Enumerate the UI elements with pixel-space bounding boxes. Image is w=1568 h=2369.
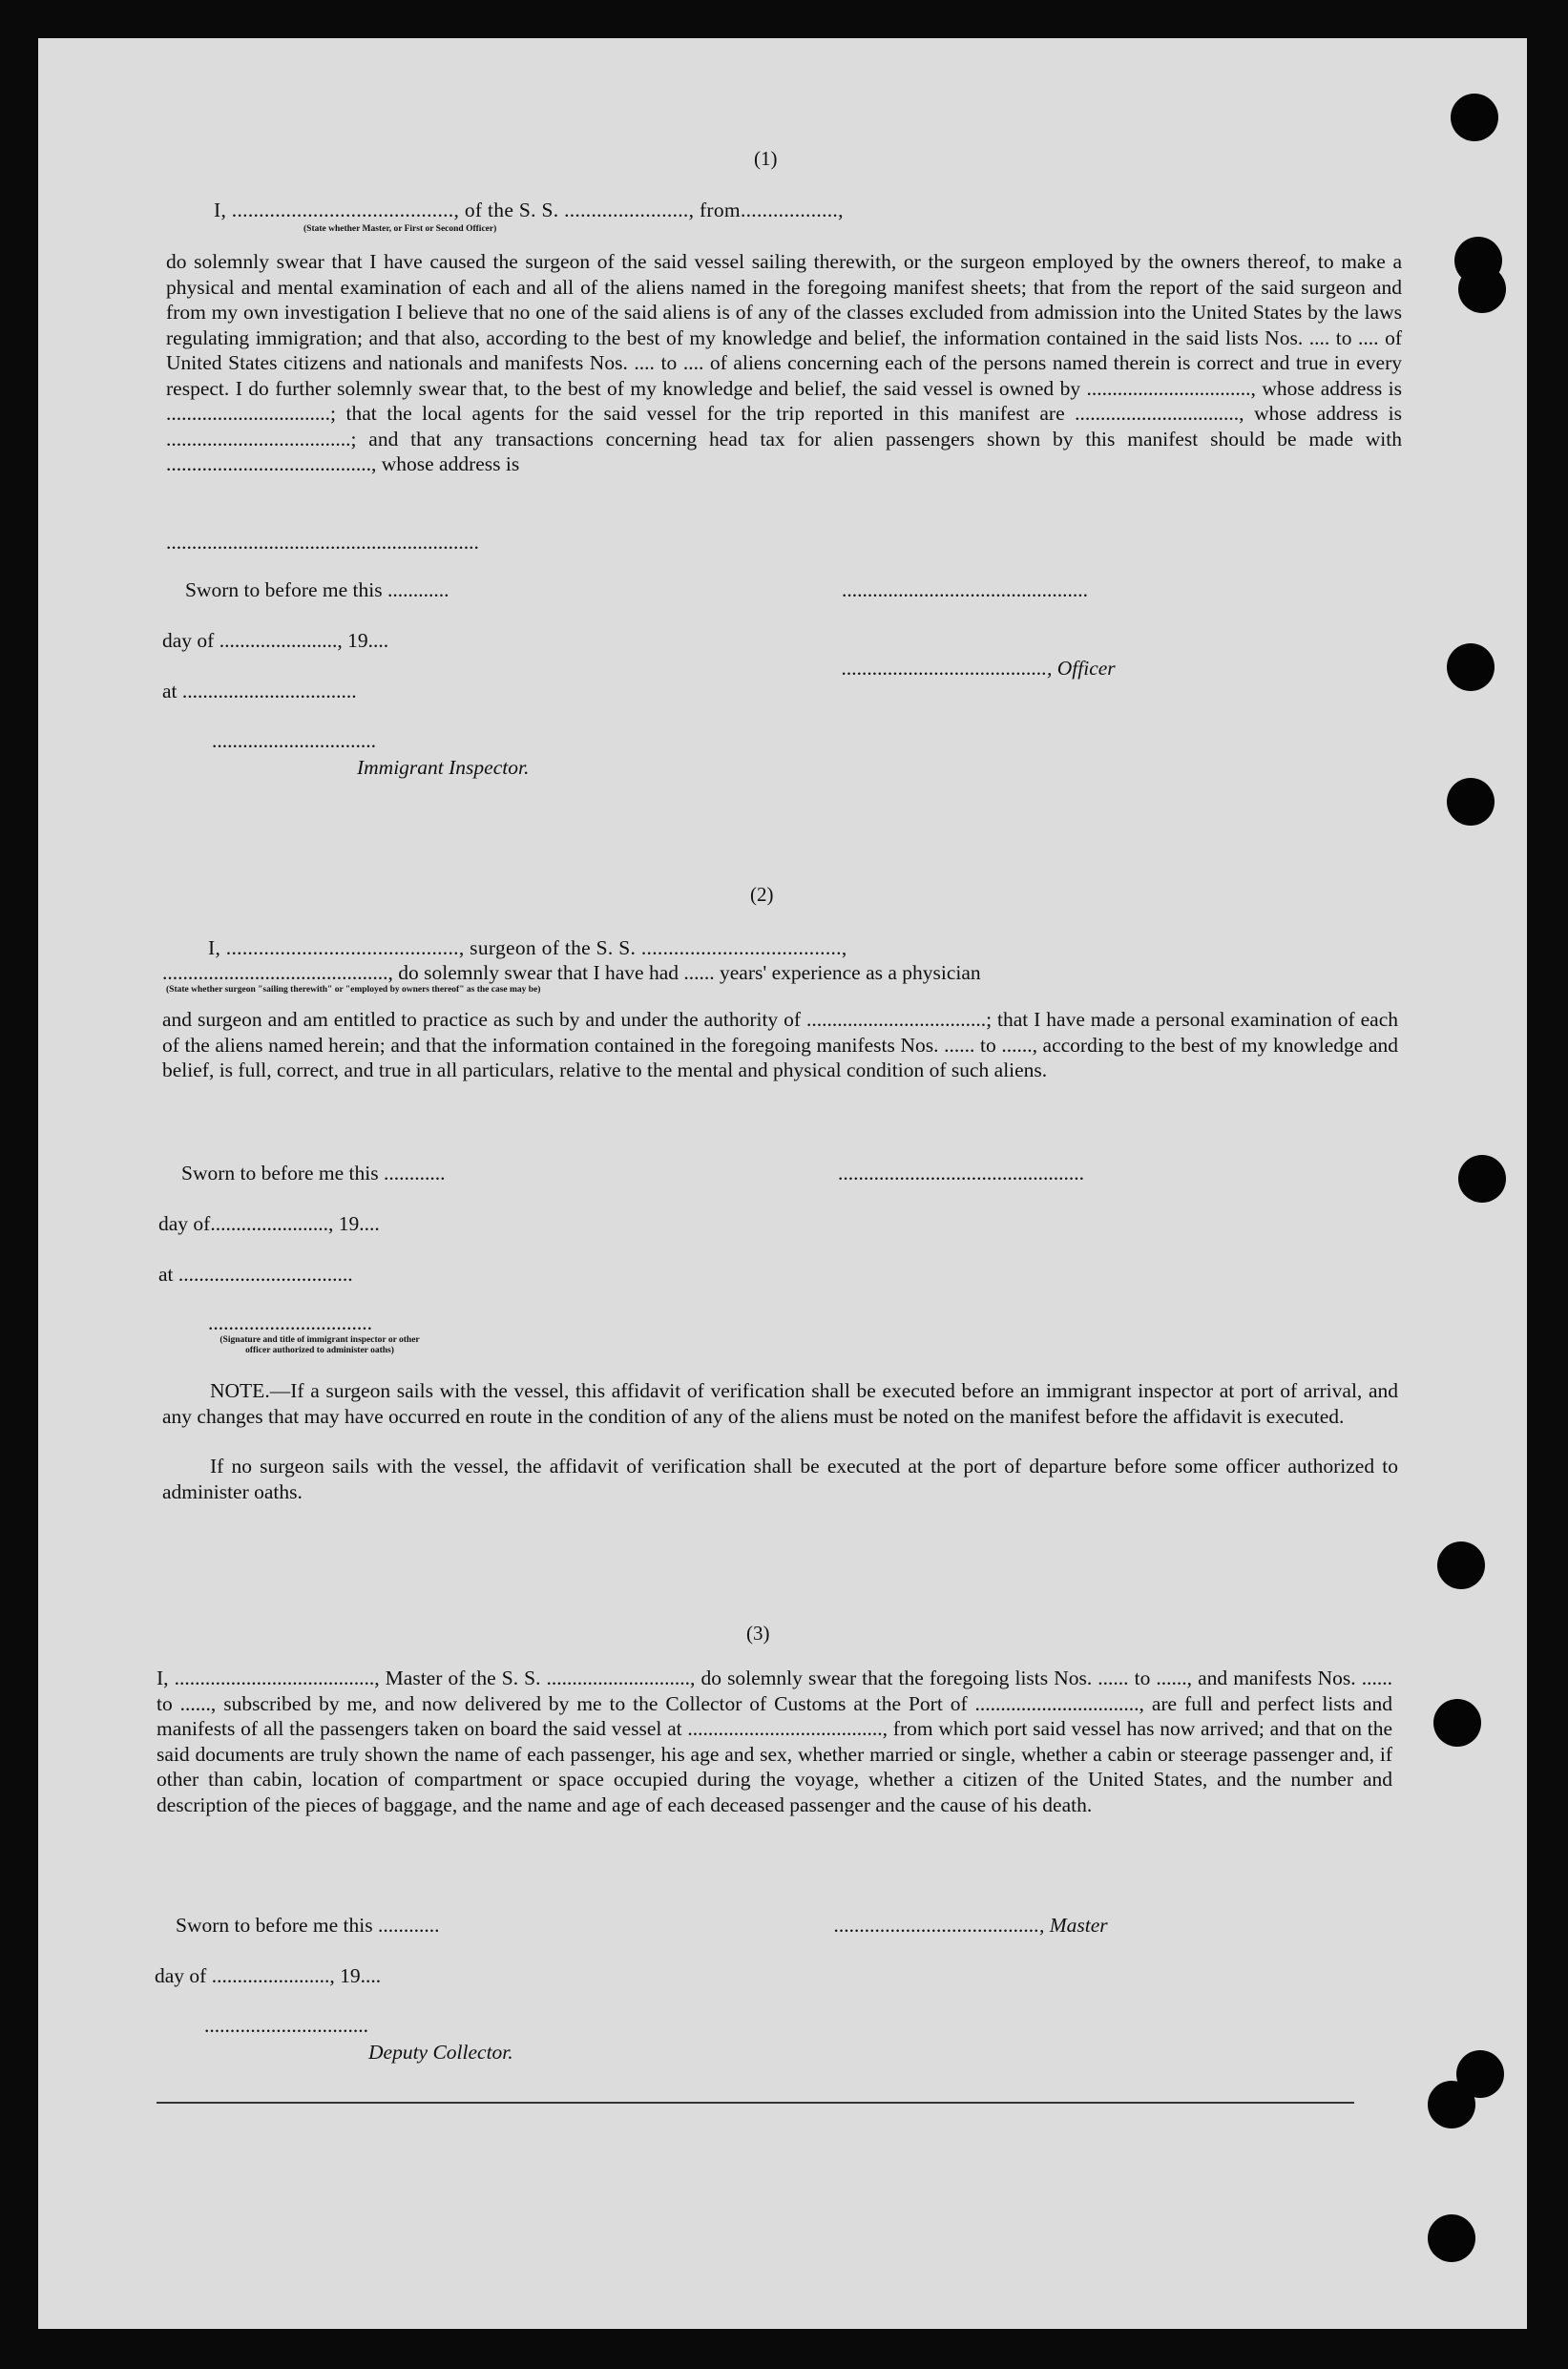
section-1-signature-dots: ................................ [212, 729, 376, 752]
section-3-signature-dots: ................................ [204, 2014, 368, 2037]
section-2-note-2: If no surgeon sails with the vessel, the affidavit of verification shall be executed at the port of departure before some officer authorized to administer oaths. [162, 1455, 1398, 1503]
punch-hole-icon [1428, 2214, 1475, 2262]
manifest-page [38, 38, 1527, 2329]
section-3-signature-label: Deputy Collector. [368, 2041, 513, 2064]
section-1-first-line: I, ........................................., of the S. S. ......................., from.................., [214, 199, 844, 221]
section-2-second-line: ............................................, do solemnly swear that I have had ...... years' experience as a physician [162, 961, 981, 984]
section-1-officer-note: (State whether Master, or First or Second Officer) [303, 224, 497, 234]
section-1-day: day of ......................., 19.... [162, 629, 389, 652]
punch-hole-icon [1451, 94, 1498, 141]
section-1-signature-label: Immigrant Inspector. [357, 756, 530, 779]
section-3-body: I, ......................................., Master of the S. S. ............................, do solemnly swear that the foregoing lists Nos. ...... to ......, and manifests Nos. ...... to ......, subscribed by me, and now delivered by me to the Collector of Customs at the Port of ................................, are full and perfect lists and manifests of all the passengers taken on board the said vessel at ......................................, from which port said vessel has now arrived; and that on the said documents are truly shown the name of each passenger, his age and sex, whether married or single, whether a cabin or steerage passenger and, if other than cabin, location of compartment or space occupied during the voyage, whether a citizen of the United States, and the number and description of the pieces of baggage, and the name and age of each deceased passenger and the cause of his death. [157, 1667, 1392, 1816]
section-1-at: at .................................. [162, 680, 357, 702]
section-2-signature-note: (Signature and title of immigrant inspector or other officer authorized to administer oaths) [220, 1335, 420, 1355]
section-2-surgeon-note: (State whether surgeon "sailing therewith" or "employed by owners thereof" as the case may be) [166, 985, 541, 995]
section-2-day: day of......................., 19.... [158, 1212, 380, 1235]
section-1-heading: (1) [754, 147, 778, 170]
section-1-body: do solemnly swear that I have caused the surgeon of the said vessel sailing therewith, or the surgeon employed by the owners thereof, to make a physical and mental examination of each and all of the aliens named in the foregoing manifest sheets; that from the report of the said surgeon and from my own investigation I believe that no one of the said aliens is of any of the classes excluded from admission into the United States by the laws regulating immigration; and that also, according to the best of my knowledge and belief, the information contained in the said lists Nos. .... to .... of United States citizens and nationals and manifests Nos. .... to .... of aliens concerning each of the persons named therein is correct and true in every respect. I do further solemnly swear that, to the best of my knowledge and belief, the said vessel is owned by ................................, whose address is ................................; that the local agents for the said vessel for the trip reported in this manifest are ................................, whose address is ....................................; and that any transactions concerning head tax for alien passengers shown by this manifest should be made with ........................................, whose address is [166, 250, 1402, 475]
bottom-rule [157, 2102, 1354, 2104]
punch-hole-icon [1458, 1155, 1506, 1203]
section-2-first-line: I, ..........................................., surgeon of the S. S. ....................................., [208, 936, 847, 959]
punch-hole-icon [1447, 643, 1495, 691]
section-2-sworn: Sworn to before me this ............ [181, 1162, 446, 1184]
punch-hole-icon [1428, 2081, 1475, 2128]
section-2-heading: (2) [750, 883, 774, 906]
note-label: NOTE. [210, 1379, 270, 1402]
section-1-sworn: Sworn to before me this ............ [185, 578, 449, 601]
section-1-officer-line: ........................................, Officer [842, 657, 1116, 680]
section-3-day: day of ......................., 19.... [155, 1964, 382, 1987]
section-2-at: at .................................. [158, 1263, 353, 1286]
note-text-1: —If a surgeon sails with the vessel, this affidavit of verification shall be executed before an immigrant inspector at port of arrival, and any changes that may have occurred en route in the condition of any of the aliens must be noted on the manifest before the affidavit is executed. [162, 1379, 1398, 1428]
punch-hole-icon [1447, 778, 1495, 826]
section-3-sworn: Sworn to before me this ............ [176, 1914, 440, 1937]
section-2-signature-dots: ................................ [208, 1311, 372, 1334]
section-3-heading: (3) [746, 1622, 770, 1645]
section-1-body-end: ............................................................. [166, 531, 479, 554]
punch-hole-icon [1458, 265, 1506, 313]
section-2-note [162, 1378, 1398, 1429]
punch-hole-icon [1433, 1699, 1481, 1747]
section-1-officer-dots: ................................................ [842, 578, 1088, 601]
punch-hole-icon [1437, 1541, 1485, 1589]
section-2-body: and surgeon and am entitled to practice as such by and under the authority of ...................................; that I have made a personal examination of each of the aliens named herein; and that the information contained in the foregoing manifests Nos. ...... to ......, according to the best of my knowledge and belief, is full, correct, and true in all particulars, relative to the mental and physical condition of such aliens. [162, 1008, 1398, 1081]
section-2-right-dots: ................................................ [838, 1162, 1084, 1184]
section-3-master-line: ........................................, Master [834, 1914, 1108, 1937]
